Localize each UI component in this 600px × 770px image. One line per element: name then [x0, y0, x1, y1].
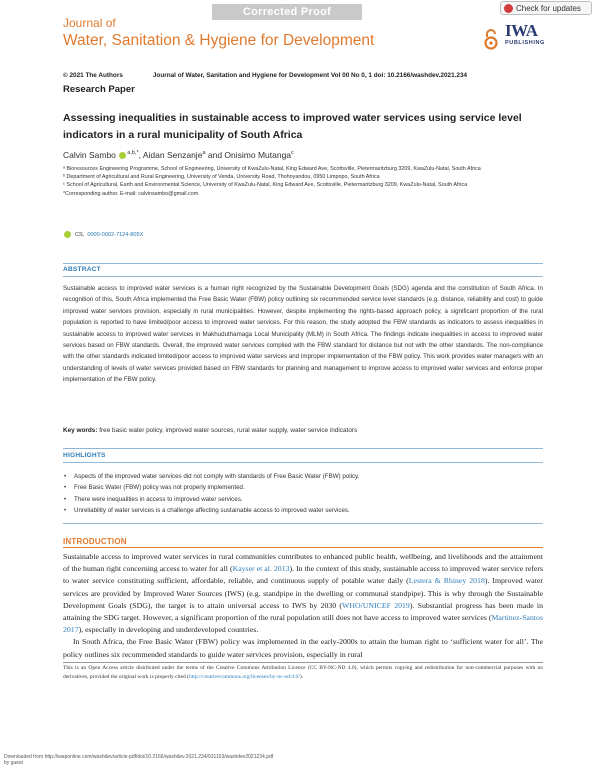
highlight-item: • There were inequalities in access to improved water services.: [63, 494, 543, 505]
article-meta-line: [63, 72, 543, 79]
footnote-text: This is an Open Access article distributed under the terms of the Creative Commons Attribution Licence (CC BY-NC-ND 4.0), which permits copying and redistribution for non-commercial purposes with no derivatives, provided the original work is properly cited (: [63, 665, 543, 680]
article-title: Assessing inequalities in sustainable access to improved water services using service level indicators in a rural municipality of South Africa: [63, 112, 522, 141]
intro-text: ), especially in developing and underdeveloped countries.: [78, 625, 259, 635]
orcid-line: [63, 231, 143, 238]
affiliation-c: ᶜ School of Agricultural, Earth and Environmental Science, University of KwaZulu-Natal, King Edward Ave, Scottsville, Pietermaritzburg 3209, KwaZulu-Natal, South Africa: [63, 182, 468, 189]
footnote-rule: [63, 662, 543, 663]
highlight-item: • Aspects of the improved water services did not comply with standards of Free Basic Water (FBW) policy.: [63, 471, 543, 482]
intro-text: ). Substantial progress has been made in attaining the SDG target. However, a significant proportion of the rural population still does not have access to improved water services (: [63, 600, 543, 623]
intro-paragraph-2: In South Africa, the Free Basic Water (FBW) policy was implemented in the early-2000s to attain the human right to ‘sufficient water for all’. The policy outlines six recommended standards to guide water services provision, especially in rural: [63, 637, 543, 659]
intro-paragraph-1: [63, 551, 543, 636]
highlights-end-rule: [63, 523, 543, 524]
abstract-text: Sustainable access to improved water services is a human right recognized by the Sustainable Development Goals (SDG) agenda and the constitution of South Africa. In recognition of this, South Africa implemented the Free Basic Water (FBW) policy outlining six recommended service level standards (e.g. distance, reliability and cost) to guide improved water services provision, especially in rural municipalities. However, despite implementing the rights-based approach policy, a significant proportion of the rural population is reported to have limited/poor access to improved water services. For this reason, the study adopted the FBW standards as indicators to assess inequalities in sustainable access to improved water services in Makhuduthamaga Local Municipality (MLM) in South Africa. The findings indicate inequalities in access to improved water services based on FBW standards. Overall, the improved water services complied with the FBW standard for distance but not with the other standards. The non-compliance with the other standards indicated limited/poor access to improved water services and improper implementation of the FBW policy. This work provides water managers with an understanding of levels of water services provided based on FBW standards for planning and management to improve access to improved water services and enforce proper implementation of the FBW policy.: [63, 285, 543, 384]
check-for-updates-button[interactable]: [500, 1, 592, 15]
author-2-affil: a: [202, 150, 206, 157]
check-updates-label: Check for updates: [516, 3, 581, 13]
orcid-icon: [64, 231, 71, 238]
abstract-bottom-rule: [63, 276, 543, 277]
journal-name-line2: Water, Sanitation & Hygiene for Development: [63, 32, 375, 49]
copyright-notice: © 2021 The Authors: [63, 72, 123, 79]
keywords: [63, 427, 543, 434]
article-type: Research Paper: [63, 84, 135, 95]
orcid-icon[interactable]: [119, 152, 126, 159]
author-2: , Aidan Senzanje: [138, 150, 203, 160]
iwa-logo-sub: PUBLISHING: [505, 40, 545, 46]
affiliations: [63, 165, 543, 198]
intro-text: ). Improved water services are provided by Improved Water Sources (IWS) (e.g. standpipe in the dwelling or communal standpipe). This is why through the Sustainable Development Goals (SDG), the target is to attain universal access to IWS by 2030 (: [63, 576, 543, 610]
keywords-label: Key words:: [63, 427, 98, 434]
highlights-list: [63, 471, 543, 517]
open-access-icon: [484, 28, 498, 50]
author-1: Calvin Sambo: [63, 150, 116, 160]
orcid-label: CS,: [75, 231, 85, 238]
author-list: [63, 150, 294, 160]
keywords-text: free basic water policy, improved water sources, rural water supply, water service indicators: [99, 427, 358, 434]
introduction-heading: INTRODUCTION: [63, 537, 127, 546]
author-1-affil: a,b,*: [127, 150, 139, 157]
highlight-item: • Free Basic Water (FBW) policy was not properly implemented.: [63, 482, 543, 493]
affiliation-a: ᵃ Bioresources Engineering Programme, School of Engineering, University of KwaZulu-Natal, King Edward Ave, Scottsville, Pietermaritzburg 3209, KwaZulu-Natal, South Africa: [63, 166, 481, 172]
author-3-affil: c: [291, 150, 294, 157]
affiliation-b: ᵇ Department of Agricultural and Rural Engineering, University of Venda, University Road, Thohoyandou, 0950 Limpopo, South Africa: [63, 174, 380, 181]
highlights-top-rule: [63, 448, 543, 449]
highlights-bottom-rule: [63, 462, 543, 463]
download-notice: [4, 754, 273, 766]
license-footnote: [63, 664, 543, 682]
corresponding-author: *Corresponding author. E-mail: calvinsambo@gmail.com: [63, 190, 199, 197]
journal-name-line1: Journal of: [63, 16, 116, 30]
ref-link[interactable]: Kayser et al. 2013: [232, 564, 290, 574]
iwa-publishing-logo: [505, 22, 549, 46]
abstract-top-rule: [63, 263, 543, 264]
introduction-rule: [63, 547, 543, 548]
abstract-heading: ABSTRACT: [63, 266, 101, 273]
citation-line: Journal of Water, Sanitation and Hygiene for Development Vol 00 No 0, 1 doi: 10.2166/washdev.2021.234: [152, 72, 468, 79]
ref-link[interactable]: Lestera & Rhiney 2018: [408, 576, 485, 586]
intro-text: ). In the context of this study, sustainable access to improved water service refers to water service constituting sufficient, affordable, reliable, and continuous supply of potable water daily (: [63, 564, 543, 586]
author-3: and Onisimo Mutanga: [205, 150, 292, 160]
check-updates-icon: [504, 4, 513, 13]
download-guest: by guest: [4, 760, 23, 766]
iwa-logo-name: IWA: [505, 21, 538, 40]
footnote-end: ).: [299, 674, 304, 680]
introduction-body: [63, 551, 543, 661]
download-url: Downloaded from http://iwaponline.com/washdev/article-pdf/doi/10.2166/washdev.2021.234/931103/washdev2021234.pdf: [4, 754, 274, 760]
ref-link[interactable]: WHO/UNICEF 2019: [342, 600, 410, 610]
corrected-proof-banner: Corrected Proof: [212, 4, 362, 20]
ref-link[interactable]: Martinez-Santos 2017: [63, 613, 543, 635]
highlight-item: • Unreliability of water services is a challenge affecting sustainable access to improved water services.: [63, 505, 543, 516]
license-link[interactable]: http://creativecommons.org/licenses/by-nc-nd/4.0/: [189, 674, 300, 680]
orcid-link[interactable]: 0000-0002-7124-805X: [87, 231, 144, 238]
highlights-heading: HIGHLIGHTS: [63, 452, 106, 459]
intro-text: Sustainable access to improved water services in rural communities contributes to enhanced public health, wellbeing, and livelihoods and the attainment of the human right concerning access to water for all (: [63, 552, 543, 574]
